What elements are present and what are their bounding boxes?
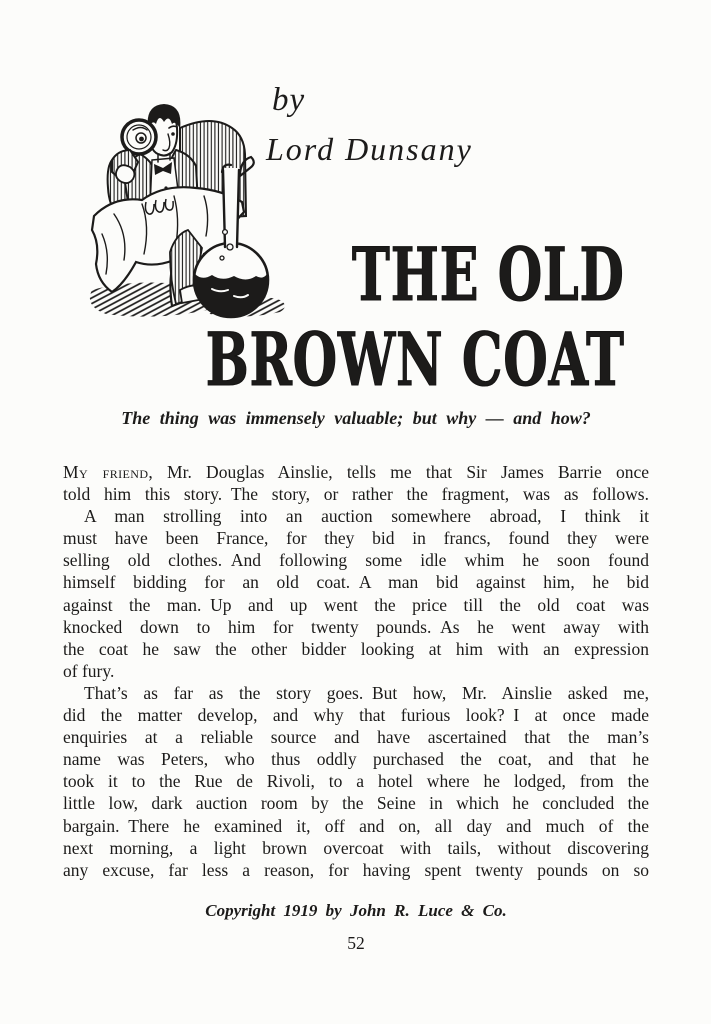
text-line: name was Peters, who thus oddly purchased the coat, and that he <box>63 749 649 770</box>
text-line: must have been France, for they bid in francs, found they were <box>63 528 649 549</box>
text-line: the coat he saw the other bidder looking at him with an expression <box>63 638 649 659</box>
text-line: knocked down to him for twenty pounds. As he went away with <box>63 616 649 637</box>
text-line: against the man. Up and up went the price till the old coat was <box>63 594 649 615</box>
title-line-1: THE OLD <box>352 232 625 318</box>
hand <box>116 165 135 183</box>
text-line: A man strolling into an auction somewhere abroad, I think it <box>84 506 649 527</box>
body-text <box>63 461 649 881</box>
text-line: himself bidding for an old coat. A man bid against him, he bid <box>63 572 649 593</box>
text-line: of fury. <box>63 660 115 681</box>
paragraph <box>63 505 649 682</box>
tagline: The thing was immensely valuable; but why — and how? <box>121 408 591 428</box>
paragraph <box>63 461 649 505</box>
title-line-2: BROWN COAT <box>205 317 625 403</box>
text-line: little low, dark auction room by the Seine in which he concluded the <box>63 793 649 814</box>
page-number: 52 <box>347 933 365 953</box>
text-line: any excuse, far less a reason, for having spent twenty pounds on so <box>63 859 649 880</box>
text-line: That’s as far as the story goes. But how, Mr. Ainslie asked me, <box>84 682 649 703</box>
story-title <box>26 233 625 403</box>
byline <box>266 84 473 165</box>
text-line: selling old clothes. And following some idle whim he soon found <box>63 550 649 571</box>
copyright-notice: Copyright 1919 by John R. Luce & Co. <box>205 901 507 920</box>
text-line: took it to the Rue de Rivoli, to a hotel where he lodged, from the <box>63 771 649 792</box>
small-caps-lead: My friend <box>63 462 149 482</box>
text-line: enquiries at a reliable source and have ascertained that the man’s <box>63 727 649 748</box>
text-line: My friend, Mr. Douglas Ainslie, tells me that Sir James Barrie once <box>63 462 649 482</box>
byline-by: by <box>272 82 306 118</box>
text-line: bargain. There he examined it, off and on, all day and much of the <box>63 815 649 836</box>
text-line: told him this story. The story, or rather the fragment, was as follows. <box>63 484 649 505</box>
text-line: did the matter develop, and why that furious look? I at once made <box>63 705 649 726</box>
paragraph <box>63 682 649 881</box>
byline-author: Lord Dunsany <box>266 131 473 167</box>
text-line: next morning, a light brown overcoat with tails, without discovering <box>63 837 649 858</box>
